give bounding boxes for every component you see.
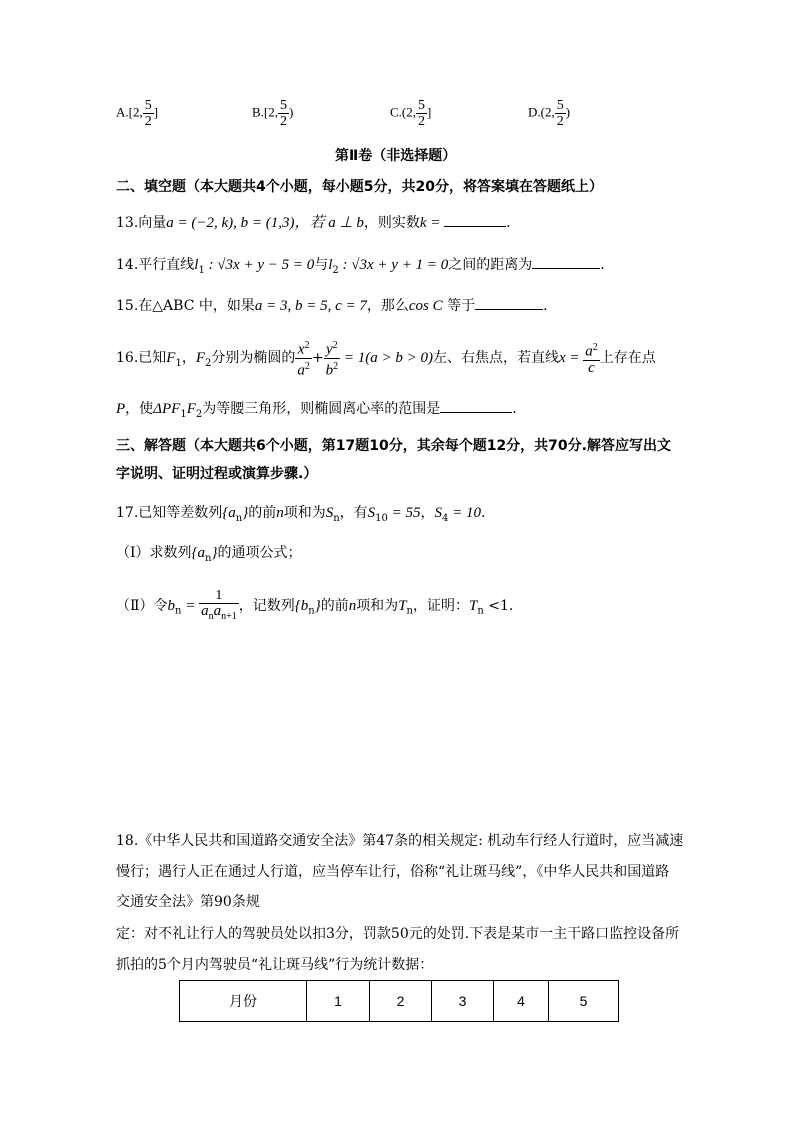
vector-b-value: = (1,3)，若 [248,215,329,231]
var-n: n [276,505,284,521]
cos-c: cos C [408,298,443,314]
question-17-part-2 [116,588,513,629]
q14-text: 与 [314,257,329,273]
question-18-line-1: 18.《中华人民共和国道路交通安全法》第47条的相关规定: 机动车行经人行道时，应当减速 [116,833,684,849]
triangle-f: F [186,401,196,417]
fraction-numerator [583,340,600,361]
superscript: 2 [304,340,310,351]
option-left: 2 [544,104,552,120]
answer-blank[interactable] [532,254,600,269]
brace-close: } [314,597,321,614]
option-b: B.[2, $\frac{5}{2}$ ) [252,98,294,129]
option-bracket-open: ( [401,104,407,120]
var-y: y [326,341,333,358]
q16-text: 为等腰三角形，则椭圆离心率的范围是 [202,401,441,417]
ellipse-equation-rhs: = 1(a > b > 0) [340,350,433,367]
q13-text: ，则实数 [363,215,420,231]
part-2-text: ，记数列 [238,597,295,614]
fraction-denominator [295,359,312,379]
fraction-bn [199,588,239,624]
part-1-text: 的通项公式； [217,545,302,561]
fraction-x2-a2 [295,338,312,378]
sequence-a: {a [191,545,206,561]
option-bracket-close: ) [565,104,571,120]
section-2-heading: 二、填空题（本大题共4个小题，每小题5分，共20分，将答案填在答题纸上） [116,179,603,195]
side-lengths: a = 3, b = 5, c = 7 [254,298,367,314]
equals-sign: = [181,597,200,614]
sum-t: T [468,597,478,614]
subscript: 1 [198,264,205,276]
sequence-b: {b [294,597,309,614]
q17-text: 的前 [248,505,277,521]
option-letter: D. [528,104,541,120]
subscript: 2 [204,357,212,369]
var-b: b [167,597,176,614]
question-15: 15.在△ABC 中，如果a = 3, b = 5, c = 7，那么cos C 等于 . [116,295,548,316]
focus-f2: F [195,350,205,367]
sum-t: T [398,597,407,614]
option-bracket-close: ] [153,104,159,120]
subscript: 1 [175,357,182,369]
option-letter: A. [116,104,129,120]
fraction-numerator [324,338,341,359]
subscript: n [235,512,243,524]
line-l1: l [194,257,199,273]
superscript: 2 [332,340,338,351]
sum-s10-value: = 55 [387,505,421,521]
variable-k: k [419,215,427,231]
subscript: n [333,512,340,524]
fraction-numerator: 1 [199,588,239,604]
vector-b: b [240,215,249,231]
var-a: a [585,343,593,360]
question-number: 17. [116,505,139,521]
question-18-line-2: 慢行；遇行人正在通过人行道，应当停车让行，俗称“礼让斑马线”，《中华人民共和国道路 [116,864,670,880]
q17-text: ，有 [339,505,368,521]
question-number: 16. [116,350,139,367]
q16-text: ，使 [125,401,154,417]
table-header-cell: 月份 [180,981,307,1022]
q15-text: ，那么 [366,298,409,314]
option-fraction [555,98,566,129]
fraction-a2-c [583,340,600,376]
q13-text: 向量 [138,215,167,231]
var-a: a [201,603,209,619]
q16-text: 分别为椭圆的 [211,350,296,367]
question-16-continued: P，使$\Delta PF_1F_2$为等腰三角形，则椭圆离心率的范围是 . [116,398,517,425]
option-bracket-open: [ [128,104,133,120]
vector-a: a [166,215,174,231]
q15-text: 等于 [442,298,476,314]
option-bracket-open: [ [263,104,269,120]
question-number: 14. [116,257,139,273]
sum-s: S [325,505,334,521]
brace-close: } [211,545,218,561]
line-l2: l [328,257,333,273]
part-1-label: （Ⅰ）求数列 [116,545,192,561]
subscript: 1 [180,408,187,420]
option-bracket-open: ( [540,104,545,120]
option-letter: B. [252,104,264,120]
subscript: 2 [332,264,339,276]
fraction-numerator: 5 [418,98,426,113]
var-a: a [213,603,222,619]
part-2-text: 项和为 [356,597,399,614]
fraction-numerator [295,338,312,359]
question-16 [116,338,656,381]
part-2-text: 的前 [320,597,349,614]
question-18-line-5: 抓拍的5个月内驾驶员“礼让斑马线”行为统计数据： [116,957,434,973]
var-a: a [297,362,305,379]
section-3-heading-line2: 字说明、证明过程或演算步骤.） [116,466,318,482]
table-cell: 5 [549,981,619,1022]
option-d: D.(2, $\frac{5}{2}$ ) [528,98,571,129]
question-number: 13. [116,215,139,231]
subscript: n [208,610,214,622]
part-2-label: （Ⅱ）令 [116,597,168,614]
q15-text: 在△ABC 中，如果 [138,298,255,314]
option-left: 2 [406,104,413,120]
fraction-denominator: 2 [144,114,152,129]
table-cell: 4 [494,981,549,1022]
question-number: 15. [116,298,139,314]
section-3-heading-line1: 三、解答题（本大题共6个小题，第17题10分，其余每个题12分，共70分.解答应写出文 [116,438,671,454]
q16-text: 左、右焦点，若直线 [432,350,559,367]
brace-close: } [242,505,249,521]
line-x-equals: x = [558,350,584,367]
question-18-line-3: 交通安全法》第90条规 [116,894,260,910]
fraction-denominator: 2 [556,114,564,129]
fraction-numerator: 5 [556,98,564,113]
fraction-denominator [199,604,239,624]
sum-s4: S [434,505,443,521]
fraction-numerator: 5 [280,98,288,113]
option-fraction [143,98,154,129]
q17-text: 项和为 [283,505,326,521]
question-18-line-4: 定：对不礼让行人的驾驶员处以扣3分，罚款50元的处罚.下表是某市一主干路口监控设备所 [116,926,680,942]
option-letter: C. [390,104,402,120]
question-17-part-1 [116,543,301,569]
superscript: 2 [592,342,598,354]
line-l2-equation: : √3x + y + 1 = 0 [338,257,449,273]
fraction-denominator [583,361,600,376]
option-fraction [278,98,289,129]
statistics-table [179,980,619,1022]
option-left: 2 [268,104,275,120]
option-fraction [416,98,427,129]
vector-a-value: = (−2, k), [173,215,241,231]
option-left: 2 [132,104,140,120]
subscript: 10 [375,512,388,524]
var-b: b [325,362,334,379]
superscript: 2 [333,360,339,372]
perpendicular-condition: a ⊥ b [328,215,364,231]
option-a: A.[2, $\frac{5}{2}$ ] [116,98,159,129]
line-l1-equation: : √3x + y − 5 = 0 [204,257,315,273]
question-17: 17.已知等差数列$\{a_n\}$的前n项和为$S_n$，有$S_{10} = 55$，$S_4 = 10$. [116,505,486,524]
table-row [180,981,619,1022]
var-x: x [297,341,305,358]
fraction-y2-b2 [324,338,341,378]
sequence-a: {a [222,505,236,521]
focus-f1: F [166,350,176,367]
table-cell: 3 [432,981,494,1022]
subscript: n [175,605,182,617]
question-14: 14.平行直线$l_1$ : √3x + y − 5 = 0与$l_2$ : √3x + y + 1 = 0之间的距离为 . [116,254,605,281]
equals-sign: = [426,215,445,231]
q16-text: 已知 [138,350,167,367]
option-c: C.(2, $\frac{5}{2}$ ] [390,98,432,129]
option-bracket-close: ) [289,104,294,120]
q16-text: 上存在点 [599,350,656,367]
part-2-text: ，证明： [412,597,469,614]
separator: ， [420,505,435,521]
option-bracket-close: ] [427,104,432,120]
fraction-denominator: 2 [280,114,288,129]
superscript: 2 [304,360,310,372]
subscript: n+1 [221,610,237,622]
table-cell: 2 [370,981,432,1022]
subscript: n [308,605,315,617]
answer-blank[interactable] [444,212,506,227]
volume-title: 第Ⅱ卷（非选择题） [335,148,457,164]
subscript: n [477,605,484,617]
table-cell: 1 [307,981,370,1022]
sum-s10: S [367,505,376,521]
answer-blank[interactable] [440,398,512,413]
q17-text: 已知等差数列 [138,505,223,521]
question-13: 13.向量a = (−2, k), b = (1,3)，若 a ⊥ b，则实数k = . [116,212,511,233]
fraction-denominator: 2 [418,114,426,129]
q14-text: 之间的距离为 [448,257,533,273]
answer-blank[interactable] [475,295,543,310]
subscript: 2 [195,408,203,420]
fraction-numerator: 5 [144,98,152,113]
sum-s4-value: = 10 [448,505,482,521]
point-p: P [116,401,126,417]
separator: ， [181,350,196,367]
fraction-denominator [324,359,341,379]
triangle-pf: ΔPF [153,401,181,417]
var-n: n [348,597,357,614]
var-c: c [588,359,595,376]
subscript: n [205,552,212,564]
plus-sign: + [311,350,324,367]
subscript: 4 [442,512,449,524]
subscript: n [406,605,413,617]
inequality: <1. [483,597,514,614]
q14-text: 平行直线 [138,257,195,273]
